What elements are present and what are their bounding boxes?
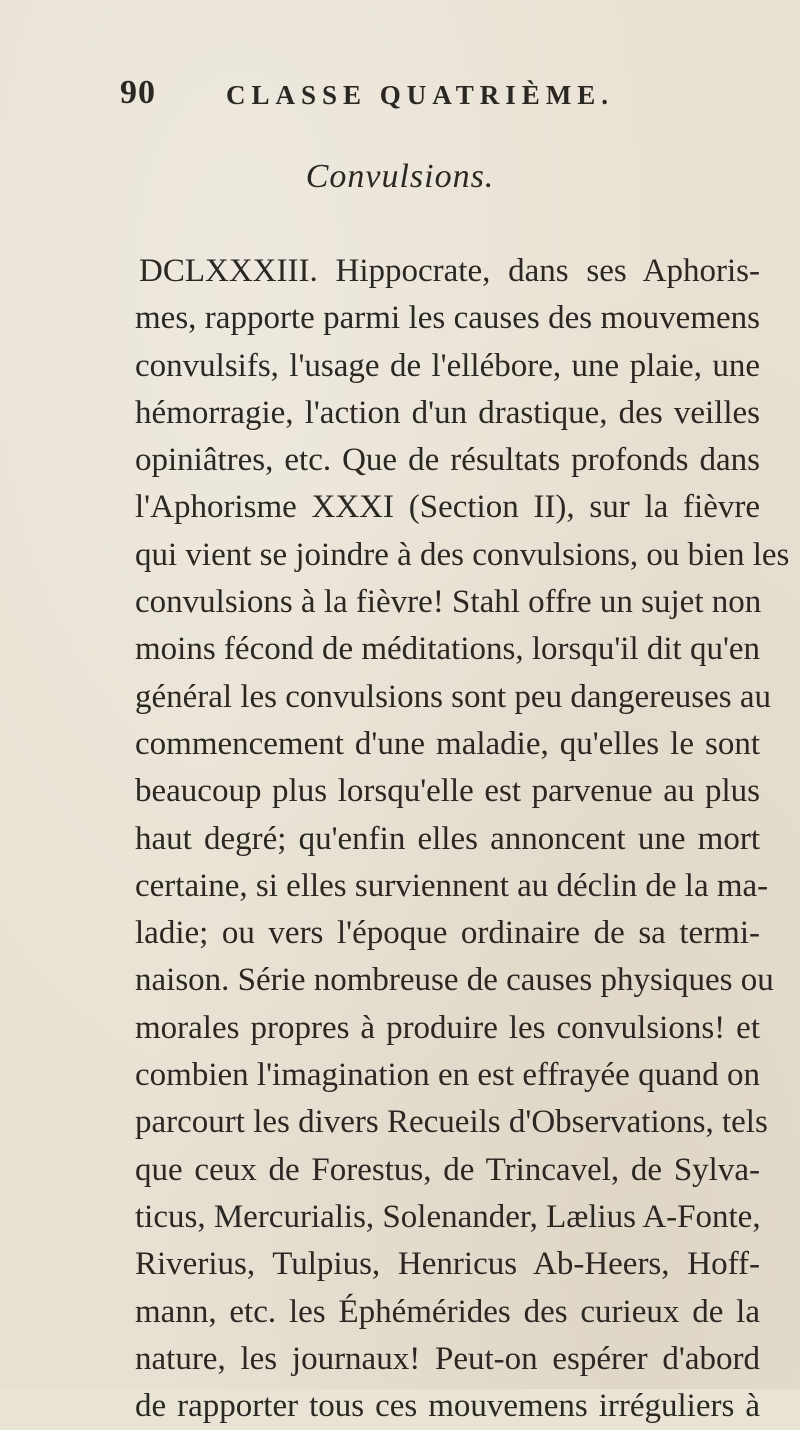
text-line: convulsions à la fièvre! Stahl offre un sujet non (135, 584, 762, 621)
text-line: ticus, Mercurialis, Solenander, Lælius A-Fonte, (135, 1198, 761, 1235)
running-head (110, 74, 760, 114)
text-line: mann, etc. les Éphémérides des curieux de la (135, 1293, 760, 1330)
text-line: de rapporter tous ces mouvemens irréguliers à (135, 1388, 760, 1425)
text-line: nature, les journaux! Peut-on espérer d'abord (135, 1340, 760, 1377)
text-line: moins fécond de méditations, lorsqu'il dit qu'en (135, 631, 761, 668)
text-line: convulsifs, l'usage de l'ellébore, une plaie, une (135, 347, 760, 384)
text-line: combien l'imagination en est effrayée quand on (135, 1057, 760, 1094)
text-line: hémorragie, l'action d'un drastique, des veilles (135, 394, 760, 431)
text-line: parcourt les divers Recueils d'Observations, tels (135, 1104, 768, 1141)
header-title: CLASSE QUATRIÈME. (226, 80, 615, 110)
text-line: haut degré; qu'enfin elles annoncent une mort (135, 820, 760, 857)
text-line: mes, rapporte parmi les causes des mouvemens (135, 300, 760, 337)
text-line: opiniâtres, etc. Que de résultats profonds dans (135, 442, 760, 479)
text-line: qui vient se joindre à des convulsions, ou bien les (135, 536, 790, 573)
text-line: que ceux de Forestus, de Trincavel, de Sylva- (135, 1151, 760, 1188)
body-paragraph (135, 248, 790, 1430)
text-line: DCLXXXIII. Hippocrate, dans ses Aphoris- (139, 253, 760, 289)
text-line: général les convulsions sont peu dangereuses au (135, 678, 771, 715)
text-line: certaine, si elles surviennent au déclin de la ma- (135, 867, 769, 904)
text-line: l'Aphorisme XXXI (Section II), sur la fièvre (135, 489, 760, 526)
text-line: morales propres à produire les convulsions! et (135, 1009, 760, 1046)
text-line: beaucoup plus lorsqu'elle est parvenue au plus (135, 773, 760, 810)
text-line: commencement d'une maladie, qu'elles le sont (135, 725, 760, 762)
section-title: Convulsions. (305, 158, 495, 195)
text-line: naison. Série nombreuse de causes physiques ou (135, 962, 774, 999)
text-line: Riverius, Tulpius, Henricus Ab-Heers, Hoff- (135, 1246, 760, 1283)
text-line: ladie; ou vers l'époque ordinaire de sa termi- (135, 915, 760, 952)
page-number: 90 (120, 74, 156, 111)
